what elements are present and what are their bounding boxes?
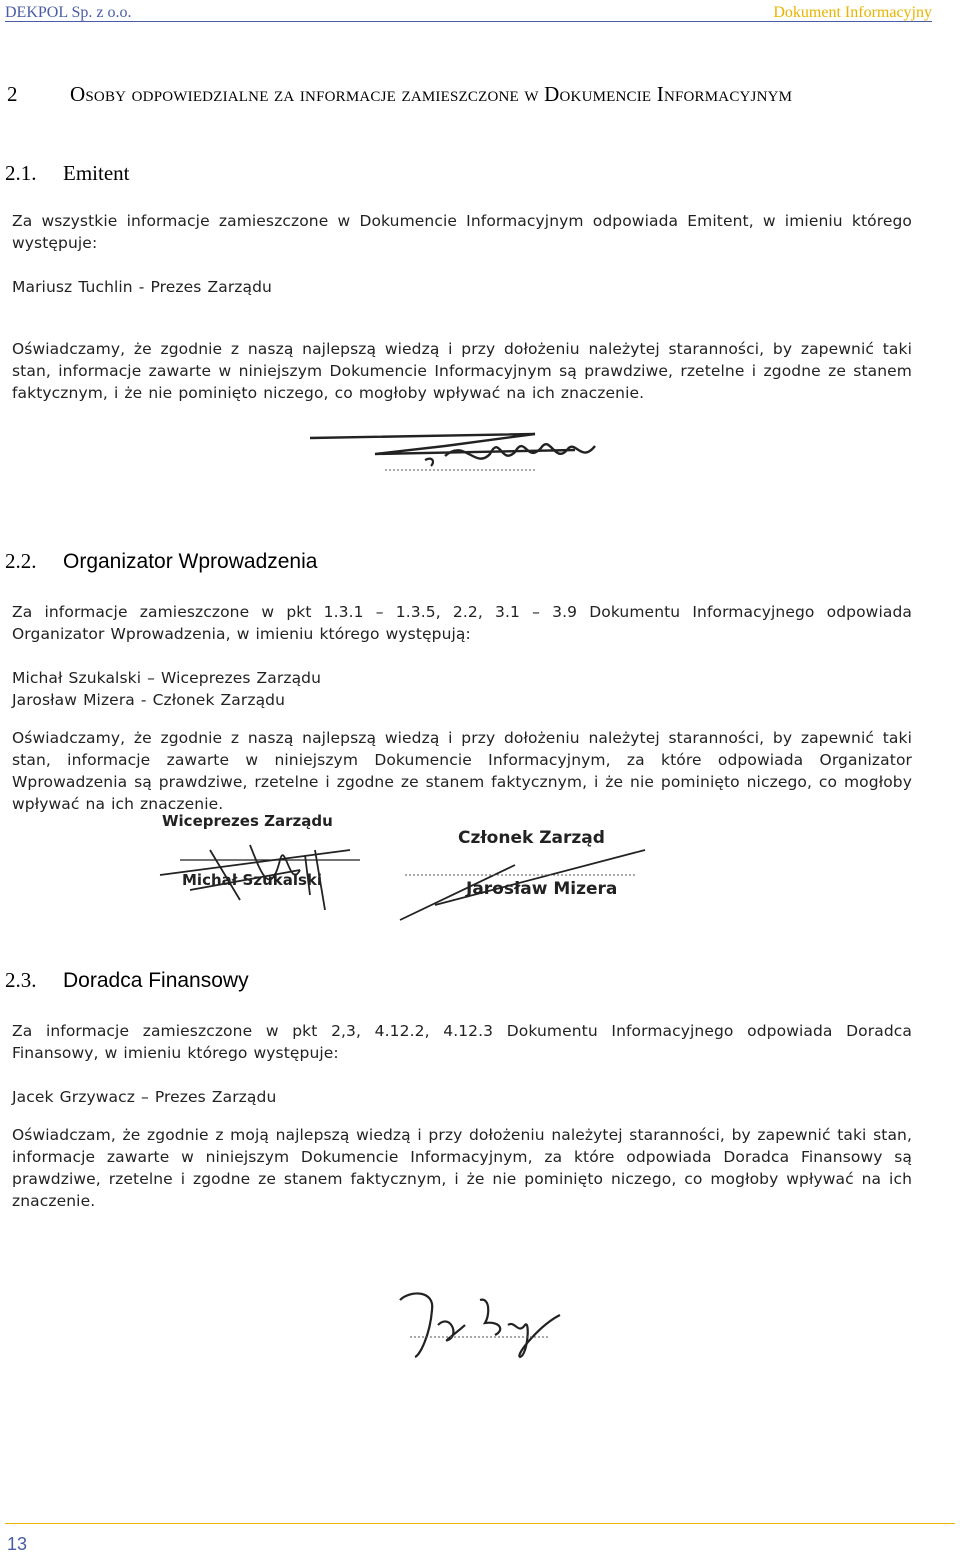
header-document-title: Dokument Informacyjny [773, 4, 932, 21]
section-intro: Za wszystkie informacje zamieszczone w Dokumencie Informacyjnym odpowiada Emitent, w imieniu którego występuje: [12, 212, 912, 252]
header-rule [5, 21, 932, 22]
declaration-statement: Oświadczamy, że zgodnie z naszą najlepszą wiedzą i przy dołożeniu należytej staranności, by zapewnić taki stan, informacje zawarte w niniejszym Dokumencie Informacyjnym są prawdziwe, rzetelne i zgodne ze stanem faktycznym, i że nie pominięto niczego, co mogłoby wpływać na ich znaczenie. [12, 340, 912, 402]
declaration-statement: Oświadczamy, że zgodnie z naszą najlepszą wiedzą i przy dołożeniu należytej staranności, by zapewnić taki stan, informacje zawarte w niniejszym Dokumencie Informacyjnym, za które odpowiada Organizator Wprowadzenia są prawdziwe, rzetelne i zgodne ze stanem faktycznym, i że nie pominięto niczego, co mogłoby wpływać na ich znaczenie. [12, 729, 912, 813]
section-intro: Za informacje zamieszczone w pkt 2,3, 4.12.2, 4.12.3 Dokumentu Informacyjnego odpowiada Doradca Finansowy, w imieniu którego występuje: [12, 1022, 912, 1062]
section-body-organizator [12, 601, 912, 815]
declaration-statement: Oświadczam, że zgodnie z moją najlepszą wiedzą i przy dołożeniu należytej staranności, by zapewnić taki stan, informacje zawarte w niniejszym Dokumencie Informacyjnym, za które odpowiada Doradca Finansowy są prawdziwe, rzetelne i zgodne ze stanem faktycznym, i że nie pominięto niczego, co mogłoby wpływać na ich znaczenie. [12, 1126, 912, 1210]
chapter-title: Osoby odpowiedzialne za informacje zamieszczone w Dokumencie Informacyjnym [70, 82, 793, 106]
signature-vice-president [150, 830, 380, 920]
section-title: Organizator Wprowadzenia [63, 550, 318, 573]
responsible-person: Michał Szukalski – Wiceprezes Zarządu [12, 669, 322, 687]
section-heading-emitent [5, 161, 130, 186]
signature-board-member [395, 835, 655, 925]
responsible-person: Jacek Grzywacz – Prezes Zarządu [12, 1088, 277, 1106]
footer-rule [5, 1523, 955, 1524]
section-title: Emitent [63, 161, 130, 185]
chapter-number: 2 [7, 82, 18, 106]
signature-emitent [305, 420, 615, 490]
section-heading-organizator [5, 549, 317, 574]
responsible-person: Jarosław Mizera - Członek Zarządu [12, 691, 286, 709]
section-intro: Za informacje zamieszczone w pkt 1.3.1 – 1.3.5, 2.2, 3.1 – 3.9 Dokumentu Informacyjnego odpowiada Organizator Wprowadzenia, w imieniu którego występują: [12, 603, 912, 643]
header-company: DEKPOL Sp. z o.o. [5, 4, 132, 21]
signature-financial-advisor [390, 1285, 580, 1365]
stamp-role-vice-president: Wiceprezes Zarządu [162, 812, 333, 830]
section-number: 2.2. [5, 549, 37, 573]
section-title: Doradca Finansowy [63, 969, 249, 992]
running-header [5, 4, 932, 22]
stamp-role-board-member: Członek Zarząd [458, 828, 605, 848]
stamp-name-vice-president: Michał Szukalski [182, 871, 323, 889]
section-number: 2.1. [5, 161, 37, 185]
responsible-person: Mariusz Tuchlin - Prezes Zarządu [12, 278, 272, 296]
section-body-emitent [12, 210, 912, 404]
section-heading-doradca [5, 968, 249, 993]
section-body-doradca [12, 1020, 912, 1212]
page-number: 13 [7, 1534, 28, 1554]
stamp-name-board-member: Jarosław Mizera [466, 879, 618, 899]
section-number: 2.3. [5, 968, 37, 992]
